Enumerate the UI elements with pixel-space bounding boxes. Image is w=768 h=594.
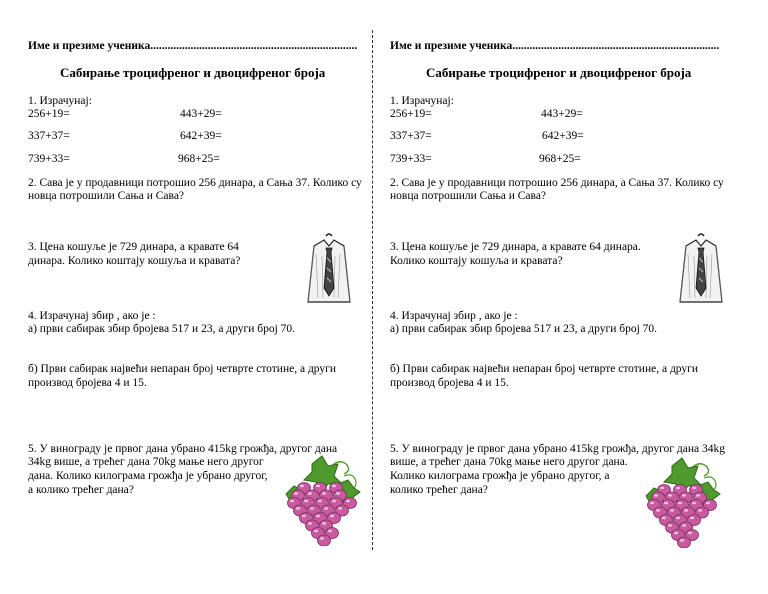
grape-highlight — [692, 487, 696, 489]
grape-highlight — [676, 487, 680, 489]
grape-highlight — [322, 492, 326, 494]
grape-highlight — [300, 485, 304, 487]
task1-expression: 642+39= — [180, 130, 222, 142]
grapes-icon — [282, 454, 364, 546]
task1-expression: 256+19= — [28, 108, 70, 120]
grape-highlight — [314, 530, 318, 532]
grape-highlight — [346, 500, 350, 502]
student-name-label: Име и презиме ученика........................................................................ — [28, 40, 358, 52]
task5-line: Колико килограма грожђа је убрано другог, а — [390, 470, 610, 482]
grape-highlight — [692, 502, 696, 504]
grape-highlight — [682, 494, 686, 496]
task1-expression: 443+29= — [541, 108, 583, 120]
grape-highlight — [684, 509, 688, 511]
task3-line: Колико коштају кошуља и кравата? — [390, 255, 563, 267]
grape-highlight — [688, 532, 692, 534]
grape-highlight — [296, 507, 300, 509]
task1-expression: 739+33= — [28, 153, 70, 165]
task2-line: новца потрошили Сања и Сава? — [390, 190, 547, 202]
grape-highlight — [674, 532, 678, 534]
task3-line: 3. Цена кошуље је 729 динара, а кравате 64 динара. — [390, 241, 641, 253]
grape-highlight — [328, 530, 332, 532]
grape-highlight — [310, 507, 314, 509]
task2-line: 2. Сава је у продавници потрошио 256 динара, а Сања 37. Колико су — [390, 177, 724, 189]
task5-line: више, а трећег дана 70kg мање него другог дана. — [390, 456, 628, 468]
task1-expression: 443+29= — [180, 108, 222, 120]
grape-highlight — [676, 517, 680, 519]
grape-highlight — [664, 502, 668, 504]
task1-expression: 337+37= — [390, 130, 432, 142]
task1-heading: 1. Израчунај: — [390, 95, 454, 107]
grape-highlight — [678, 502, 682, 504]
grape-highlight — [294, 492, 298, 494]
task4-line: б) Први сабирак највећи непаран број четврте стотине, а други — [390, 363, 699, 375]
grape-highlight — [680, 539, 684, 541]
grape-highlight — [318, 500, 322, 502]
grape-highlight — [338, 507, 342, 509]
grape-highlight — [316, 515, 320, 517]
grape-highlight — [654, 494, 658, 496]
task1-expression: 642+39= — [542, 130, 584, 142]
grape-highlight — [696, 494, 700, 496]
worksheet-right — [390, 0, 750, 594]
grape-highlight — [682, 524, 686, 526]
task1-expression: 968+25= — [539, 153, 581, 165]
grape-highlight — [656, 509, 660, 511]
student-name-label: Име и презиме ученика........................................................................ — [390, 40, 720, 52]
task1-expression: 337+37= — [28, 130, 70, 142]
task5-line: колико трећег дана? — [390, 484, 488, 496]
task5-line: 5. У винограду је првог дана убрано 415kg грожђа, другог дана — [28, 443, 338, 455]
task3-line: динара. Колико коштају кошуља и кравата? — [28, 255, 241, 267]
shirt-with-tie-icon — [676, 232, 726, 306]
task2-line: новца потрошили Сања и Сава? — [28, 190, 185, 202]
task4-line: 4. Израчунај збир , ако је : — [390, 310, 518, 322]
task4-line: производ бројева 4 и 15. — [390, 377, 509, 389]
grapes-icon — [642, 456, 724, 548]
grape-highlight — [668, 494, 672, 496]
grape-berry — [678, 537, 691, 548]
grape-highlight — [332, 485, 336, 487]
grape-highlight — [304, 500, 308, 502]
grape-highlight — [336, 492, 340, 494]
grape-highlight — [330, 515, 334, 517]
grape-berry — [318, 535, 331, 546]
grape-highlight — [308, 492, 312, 494]
grape-highlight — [322, 522, 326, 524]
task2-line: 2. Сава је у продавници потрошио 256 динара, а Сања 37. Колико су — [28, 177, 362, 189]
task3-line: 3. Цена кошуље је 729 динара, а кравате 64 — [28, 241, 239, 253]
task1-expression: 256+19= — [390, 108, 432, 120]
task1-expression: 968+25= — [178, 153, 220, 165]
task5-line: 5. У винограду је првог дана убрано 415kg грожђа, другог дана 34kg — [390, 443, 725, 455]
grape-highlight — [324, 507, 328, 509]
task1-expression: 739+33= — [390, 153, 432, 165]
grape-highlight — [670, 509, 674, 511]
task4-line: а) први сабирак збир бројева 517 и 23, а други број 70. — [28, 323, 296, 335]
task4-line: б) Први сабирак највећи непаран број четврте стотине, а други — [28, 363, 337, 375]
task5-line: 34kg више, а трећег дана 70kg мање него другог — [28, 456, 264, 468]
grape-highlight — [308, 522, 312, 524]
grape-highlight — [690, 517, 694, 519]
page-title: Сабирање троцифреног и двоцифреног броја — [60, 65, 326, 80]
grape-highlight — [316, 485, 320, 487]
task4-line: а) први сабирак збир бројева 517 и 23, а други број 70. — [390, 323, 658, 335]
task4-line: 4. Израчунај збир , ако је : — [28, 310, 156, 322]
shirt-with-tie-icon — [304, 232, 354, 306]
task5-line: дана. Колико килограма грожђа је убрано другог, — [28, 470, 268, 482]
grape-highlight — [698, 509, 702, 511]
task5-line: а колико трећег дана? — [28, 484, 134, 496]
grape-highlight — [650, 502, 654, 504]
grape-highlight — [668, 524, 672, 526]
grape-highlight — [662, 517, 666, 519]
page-title: Сабирање троцифреног и двоцифреног броја — [426, 65, 692, 80]
grape-highlight — [320, 537, 324, 539]
grape-highlight — [302, 515, 306, 517]
grape-highlight — [332, 500, 336, 502]
grape-highlight — [706, 502, 710, 504]
grape-highlight — [660, 487, 664, 489]
grape-highlight — [290, 500, 294, 502]
task1-heading: 1. Израчунај: — [28, 95, 92, 107]
worksheet-left — [28, 0, 388, 594]
task4-line: производ бројева 4 и 15. — [28, 377, 147, 389]
